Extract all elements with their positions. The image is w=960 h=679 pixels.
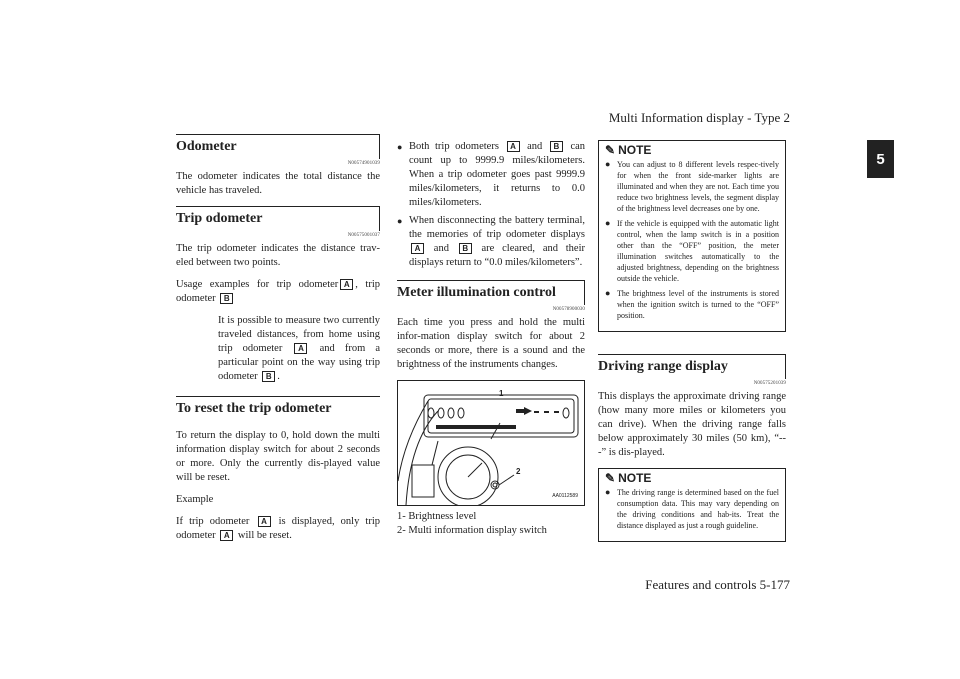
example-pre: If trip odometer <box>176 516 250 527</box>
bullet-count <box>397 140 585 210</box>
reset-text: To return the display to 0, hold down the multi information display switch for about 2 seconds or more. Only the currently dis-played value will be reset. <box>176 430 380 483</box>
badge-b: B <box>459 243 472 254</box>
figure-label-2: 2 <box>516 467 521 476</box>
badge-a: A <box>258 516 271 527</box>
usage-indent-1: It is possible to measure two currently traveled distances, from home using trip odometer <box>218 315 380 354</box>
badge-a: A <box>507 141 520 152</box>
caption-1: 1- Brightness level <box>397 511 477 522</box>
b2-pre: When disconnecting the battery terminal, the memories of trip odometer displays <box>409 215 585 240</box>
badge-b: B <box>262 371 275 382</box>
page-footer: Features and controls 5-177 <box>645 577 790 592</box>
usage-mid: , trip odometer <box>176 279 380 304</box>
column-2 <box>397 140 585 538</box>
column-3 <box>598 136 786 542</box>
usage-indent-2: and from a particular point on the way using trip odometer <box>218 343 381 382</box>
note-bullet: ● The driving range is determined based on the fuel consumption data. This may vary depending on the driving conditions and hab-its. Treat the distance displayed as just a rough guideline. <box>605 487 779 531</box>
badge-a: A <box>294 343 307 354</box>
example-label: Example <box>176 494 214 505</box>
example-text <box>176 515 380 543</box>
caption-2: 2- Multi information display switch <box>397 525 547 536</box>
note-bullet: ● If the vehicle is equipped with the automatic light control, when the lamp switch is in a position other than the “OFF” position, the meter illumination switches automatically to the adjusted brightness, depending on the brightness outside the vehicle. <box>605 218 779 284</box>
section-title-meter: Meter illumination control <box>397 280 585 305</box>
chapter-tab: 5 <box>867 140 894 178</box>
b1-post: can count up to 9999.9 miles/kilometers. When a trip odometer goes past 9999.9 miles/kilometers, it returns to 0.0 miles/kilometers. <box>409 141 586 208</box>
usage-indent-3: . <box>277 371 280 382</box>
badge-a: A <box>220 530 233 541</box>
trip-text: The trip odometer indicates the distance trav-eled between two points. <box>176 243 380 268</box>
note-icon: ✎ <box>605 471 616 485</box>
badge-b: B <box>220 293 233 304</box>
badge-b: B <box>550 141 563 152</box>
section-code: N00575001037 <box>347 233 380 238</box>
note-heading <box>605 143 779 157</box>
note-icon: ✎ <box>605 143 616 157</box>
section-title-driving-range: Driving range display <box>598 354 786 379</box>
note-bullet: ● You can adjust to 8 different levels respec-tively for when the front side-marker lights are illuminated and when they are not. Each time you reduce two brightness levels, the segment display of the brightness level decreases one by one. <box>605 159 779 214</box>
figure-code: AA0112589 <box>552 493 578 499</box>
b1-pre: Both trip odometers <box>409 141 499 152</box>
usage-pre: Usage examples for trip odometer <box>176 279 339 290</box>
figure-label-1: 1 <box>499 389 504 398</box>
odometer-text: The odometer indicates the total distance the vehicle has traveled. <box>176 171 380 196</box>
section-code: N00574901039 <box>347 161 380 166</box>
badge-a: A <box>340 279 353 290</box>
column-1 <box>176 130 380 551</box>
section-title-trip-odometer: Trip odometer <box>176 206 380 231</box>
note-heading <box>605 471 779 485</box>
section-code: N00578900030 <box>552 307 585 312</box>
instrument-illustration <box>397 380 585 506</box>
usage-indent <box>176 314 380 384</box>
bullet-battery <box>397 214 585 270</box>
b2-and: and <box>433 243 449 254</box>
usage-text <box>176 278 380 306</box>
page-header-title: Multi Information display - Type 2 <box>608 110 790 125</box>
section-title-reset: To reset the trip odometer <box>176 396 380 421</box>
drive-text: This displays the approximate driving range (how many more miles or kilometers you can drive). When the driving range falls below approximately 30 miles (50 km), “---” is dis-played. <box>598 391 786 458</box>
b2-post: are cleared, and their displays return to “0.0 miles/kilometers”. <box>409 243 586 268</box>
note-bullet: ● The brightness level of the instruments is stored when the ignition switch is turned to the “OFF” position. <box>605 288 779 321</box>
section-code: N00575201039 <box>753 381 786 386</box>
badge-a: A <box>411 243 424 254</box>
note-box-1 <box>598 140 786 332</box>
section-title-odometer: Odometer <box>176 134 380 159</box>
example-mid: is displayed, only trip odometer <box>176 516 381 541</box>
example-post: will be reset. <box>237 530 292 541</box>
note-label: NOTE <box>618 143 652 157</box>
instrument-drawing <box>398 381 584 505</box>
b1-and: and <box>527 141 543 152</box>
meter-text: Each time you press and hold the multi infor-mation display switch for about 2 seconds or more, there is a sound and the brightness of the instruments changes. <box>397 317 585 370</box>
note-label: NOTE <box>618 471 652 485</box>
note-box-2 <box>598 468 786 542</box>
